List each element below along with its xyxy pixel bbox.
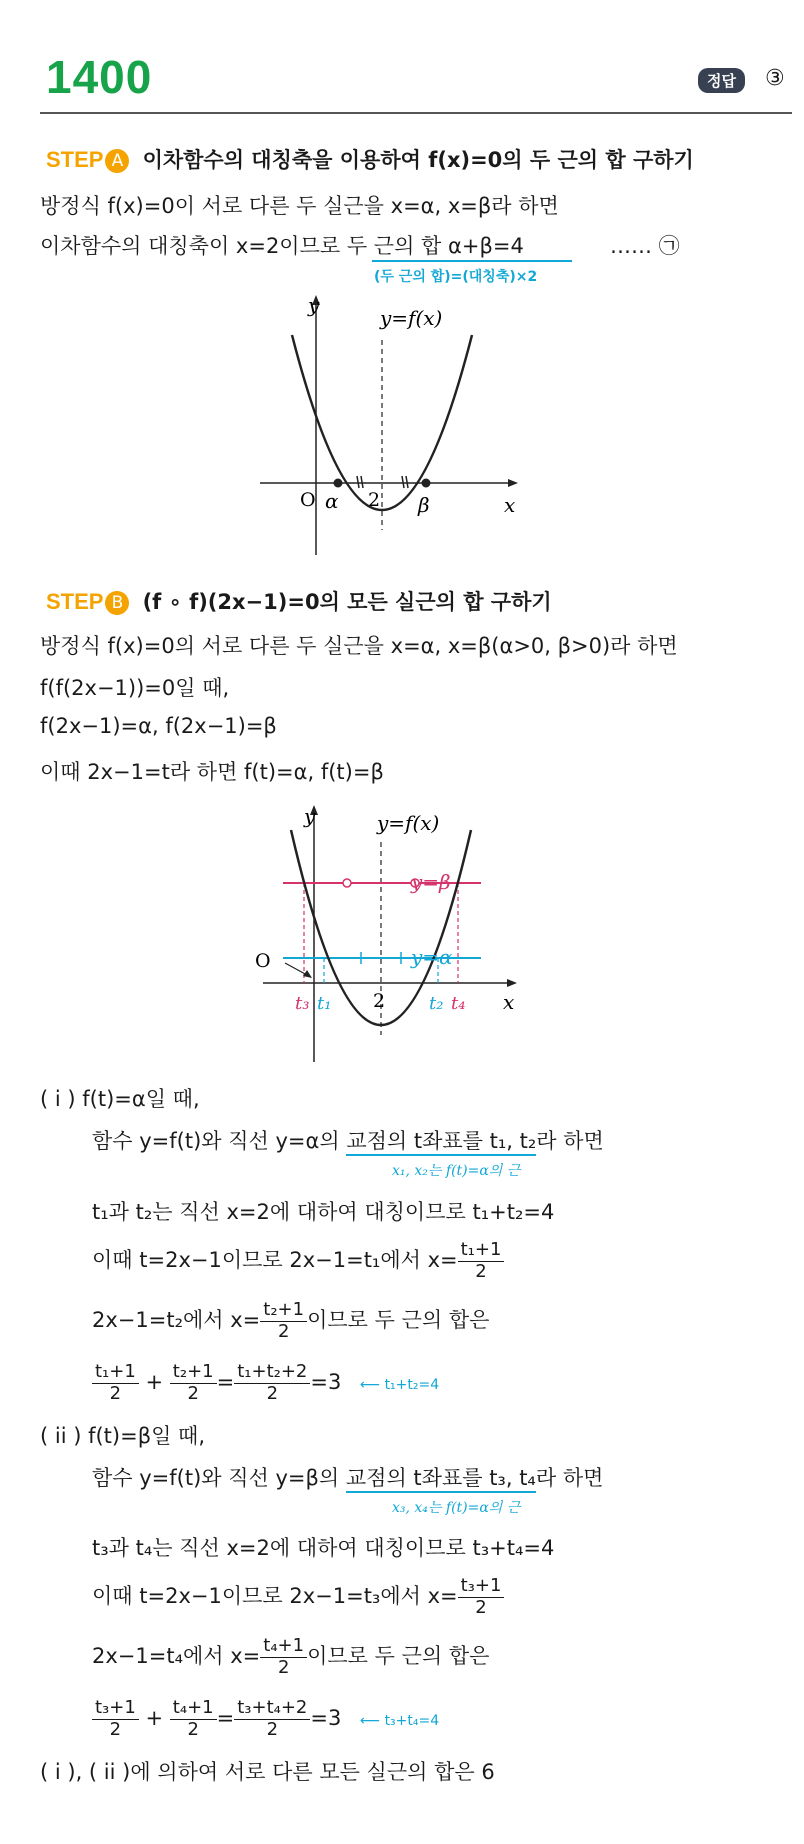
problem-number: 1400 — [46, 51, 153, 103]
case-2-plus: + — [145, 1706, 164, 1731]
step-a-label: STEP — [46, 147, 104, 172]
case-1-sum-frac-a — [92, 1362, 139, 1404]
graph-1-beta-label: β — [418, 493, 430, 517]
case-2-heading: ( ii ) f(t)=β일 때, — [40, 1424, 206, 1448]
answer-value: ③ — [765, 66, 785, 91]
step-a-line-1: 방정식 f(x)=0이 서로 다른 두 실근을 x=α, x=β라 하면 — [40, 194, 559, 218]
case-2-line-2: t₃과 t₄는 직선 x=2에 대하여 대칭이므로 t₃+t₄=4 — [92, 1536, 555, 1560]
header-divider — [40, 112, 792, 114]
case-2-line-1-pre: 함수 y=f(t)와 직선 y=β의 — [92, 1466, 346, 1490]
graph-1-alpha-label: α — [325, 489, 339, 513]
graph-1-curve-label: y=f(x) — [380, 306, 443, 330]
case-1-sum-frac-c-den: 2 — [266, 1382, 279, 1404]
step-a-line-2: 이차함수의 대칭축이 x=2이므로 두 근의 합 α+β=4 — [40, 234, 524, 258]
graph-2-t4-label: t₄ — [451, 993, 466, 1014]
case-1-line-4-post: 이므로 두 근의 합은 — [307, 1308, 490, 1333]
graph-2-t3-label: t₃ — [295, 993, 310, 1014]
case-2-sum-equation — [92, 1698, 439, 1740]
case-2-line-1 — [92, 1462, 603, 1492]
graph-2-t2-label: t₂ — [429, 993, 444, 1014]
graph-2-x-arrow — [507, 979, 517, 987]
case-1-line-3-text: 이때 t=2x−1이므로 2x−1=t₁에서 x= — [92, 1248, 458, 1273]
case-1-x-fraction-num: t₁+1 — [458, 1240, 505, 1262]
case-1-line-1 — [92, 1125, 604, 1155]
step-b-heading — [46, 586, 552, 616]
step-b-line-2: f(f(2x−1))=0일 때, — [40, 676, 230, 700]
case-2-sum-frac-c-num: t₃+t₄+2 — [234, 1698, 310, 1720]
case-2-sum-frac-b-den: 2 — [187, 1718, 199, 1740]
case-2-line-1-post: 라 하면 — [535, 1466, 604, 1490]
case-1-x2-fraction-num: t₂+1 — [260, 1300, 307, 1322]
step-b-line-3: f(2x−1)=α, f(2x−1)=β — [40, 714, 277, 738]
case-1-line-4-pre: 2x−1=t₂에서 x= — [92, 1308, 261, 1333]
case-2-line-4 — [92, 1636, 489, 1678]
step-b-title: (f ∘ f)(2x−1)=0의 모든 실근의 합 구하기 — [142, 590, 552, 614]
case-1-line-2: t₁과 t₂는 직선 x=2에 대하여 대칭이므로 t₁+t₂=4 — [92, 1200, 555, 1224]
case-1-plus: + — [145, 1370, 164, 1395]
case-1-line-3 — [92, 1240, 504, 1282]
step-b-label: STEP — [46, 589, 104, 614]
step-b-line-4: 이때 2x−1=t라 하면 f(t)=α, f(t)=β — [40, 760, 384, 784]
case-1-note: x₁, x₂는 f(t)=α의 근 — [392, 1163, 521, 1179]
step-b-line-1: 방정식 f(x)=0의 서로 다른 두 실근을 x=α, x=β(α>0, β>0)라 하면 — [40, 634, 678, 658]
case-1-x2-fraction-den: 2 — [277, 1320, 290, 1342]
graph-2-alpha-line-label: y=α — [411, 945, 453, 969]
case-1-line-1-underlined: 교점의 t좌표를 t₁, t₂ — [346, 1129, 536, 1156]
case-2-line-3 — [92, 1576, 504, 1618]
case-2-sum-frac-c-den: 2 — [266, 1718, 279, 1740]
case-2-equals: = — [216, 1706, 235, 1731]
step-a-underline — [372, 260, 572, 262]
case-1-line-4 — [92, 1300, 489, 1342]
graph-2-origin-label: O — [255, 950, 271, 972]
case-2-line-4-pre: 2x−1=t₄에서 x= — [92, 1644, 261, 1669]
case-2-sum-frac-b-num: t₄+1 — [170, 1698, 217, 1720]
case-2-x2-fraction-num: t₄+1 — [260, 1636, 307, 1658]
case-1-sum-frac-a-den: 2 — [109, 1382, 122, 1404]
graph-2 — [255, 800, 575, 1070]
case-2-sum-frac-a-den: 2 — [109, 1718, 122, 1740]
case-1-x2-fraction — [260, 1300, 307, 1342]
graph-2-beta-marker-left — [343, 879, 351, 887]
case-2-arrow-note: ⟵ t₃+t₄=4 — [360, 1713, 440, 1730]
graph-1 — [250, 290, 530, 560]
case-2-sum-frac-a — [92, 1698, 139, 1740]
case-2-x-fraction-num: t₃+1 — [458, 1576, 505, 1598]
case-2-line-1-underlined: 교점의 t좌표를 t₃, t₄ — [346, 1466, 536, 1493]
graph-1-y-label: y — [308, 293, 320, 317]
graph-2-y-label: y — [304, 804, 316, 828]
case-2-sum-frac-b — [170, 1698, 217, 1740]
case-2-x-fraction-den: 2 — [475, 1596, 487, 1618]
case-2-x2-fraction — [260, 1636, 307, 1678]
step-b-circle: B — [105, 591, 129, 615]
graph-2-beta-line-label: y=β — [411, 870, 451, 894]
case-1-equals: = — [216, 1370, 235, 1395]
case-1-heading: ( i ) f(t)=α일 때, — [40, 1087, 200, 1111]
graph-1-x-arrow — [508, 479, 518, 487]
graph-1-origin-label: O — [300, 489, 316, 511]
case-2-result: =3 — [310, 1706, 342, 1731]
graph-1-x-label: x — [504, 493, 516, 517]
case-2-x2-fraction-den: 2 — [277, 1656, 290, 1678]
step-a-note: (두 근의 합)=(대칭축)×2 — [374, 269, 538, 285]
answer-badge: 정답 — [698, 68, 745, 93]
case-2-sum-frac-c — [234, 1698, 310, 1740]
case-1-sum-frac-b — [170, 1362, 217, 1404]
step-a-ref-mark: …… ㉠ — [610, 234, 680, 258]
case-1-sum-frac-c-num: t₁+t₂+2 — [234, 1362, 310, 1384]
step-a-heading — [46, 144, 694, 174]
case-1-sum-equation — [92, 1362, 439, 1404]
case-2-line-3-text: 이때 t=2x−1이므로 2x−1=t₃에서 x= — [92, 1584, 458, 1609]
case-1-x-fraction-den: 2 — [475, 1260, 487, 1282]
graph-2-t1-label: t₁ — [317, 993, 332, 1014]
case-1-line-1-pre: 함수 y=f(t)와 직선 y=α의 — [92, 1129, 347, 1153]
case-2-note: x₃, x₄는 f(t)=α의 근 — [392, 1500, 521, 1516]
case-2-sum-frac-a-num: t₃+1 — [92, 1698, 139, 1720]
case-1-sum-frac-c — [234, 1362, 310, 1404]
graph-2-x-label: x — [503, 990, 515, 1014]
step-a-title: 이차함수의 대칭축을 이용하여 f(x)=0의 두 근의 합 구하기 — [142, 148, 694, 172]
case-2-line-4-post: 이므로 두 근의 합은 — [307, 1644, 490, 1669]
graph-1-beta-point — [422, 479, 431, 488]
case-1-sum-frac-b-num: t₂+1 — [170, 1362, 217, 1384]
step-a-circle: A — [105, 149, 129, 173]
graph-2-axis-value-label: 2 — [373, 990, 386, 1012]
case-2-x-fraction — [458, 1576, 505, 1618]
case-1-arrow-note: ⟵ t₁+t₂=4 — [360, 1377, 440, 1394]
conclusion: ( i ), ( ii )에 의하여 서로 다른 모든 실근의 합은 6 — [40, 1760, 495, 1784]
case-1-sum-frac-a-num: t₁+1 — [92, 1362, 139, 1384]
case-1-sum-frac-b-den: 2 — [187, 1382, 199, 1404]
case-1-line-1-post: 라 하면 — [536, 1129, 604, 1153]
graph-1-alpha-point — [334, 479, 343, 488]
case-1-result: =3 — [310, 1370, 342, 1395]
graph-1-axis-value-label: 2 — [368, 489, 381, 511]
graph-2-curve-label: y=f(x) — [377, 811, 440, 835]
case-1-x-fraction — [458, 1240, 505, 1282]
